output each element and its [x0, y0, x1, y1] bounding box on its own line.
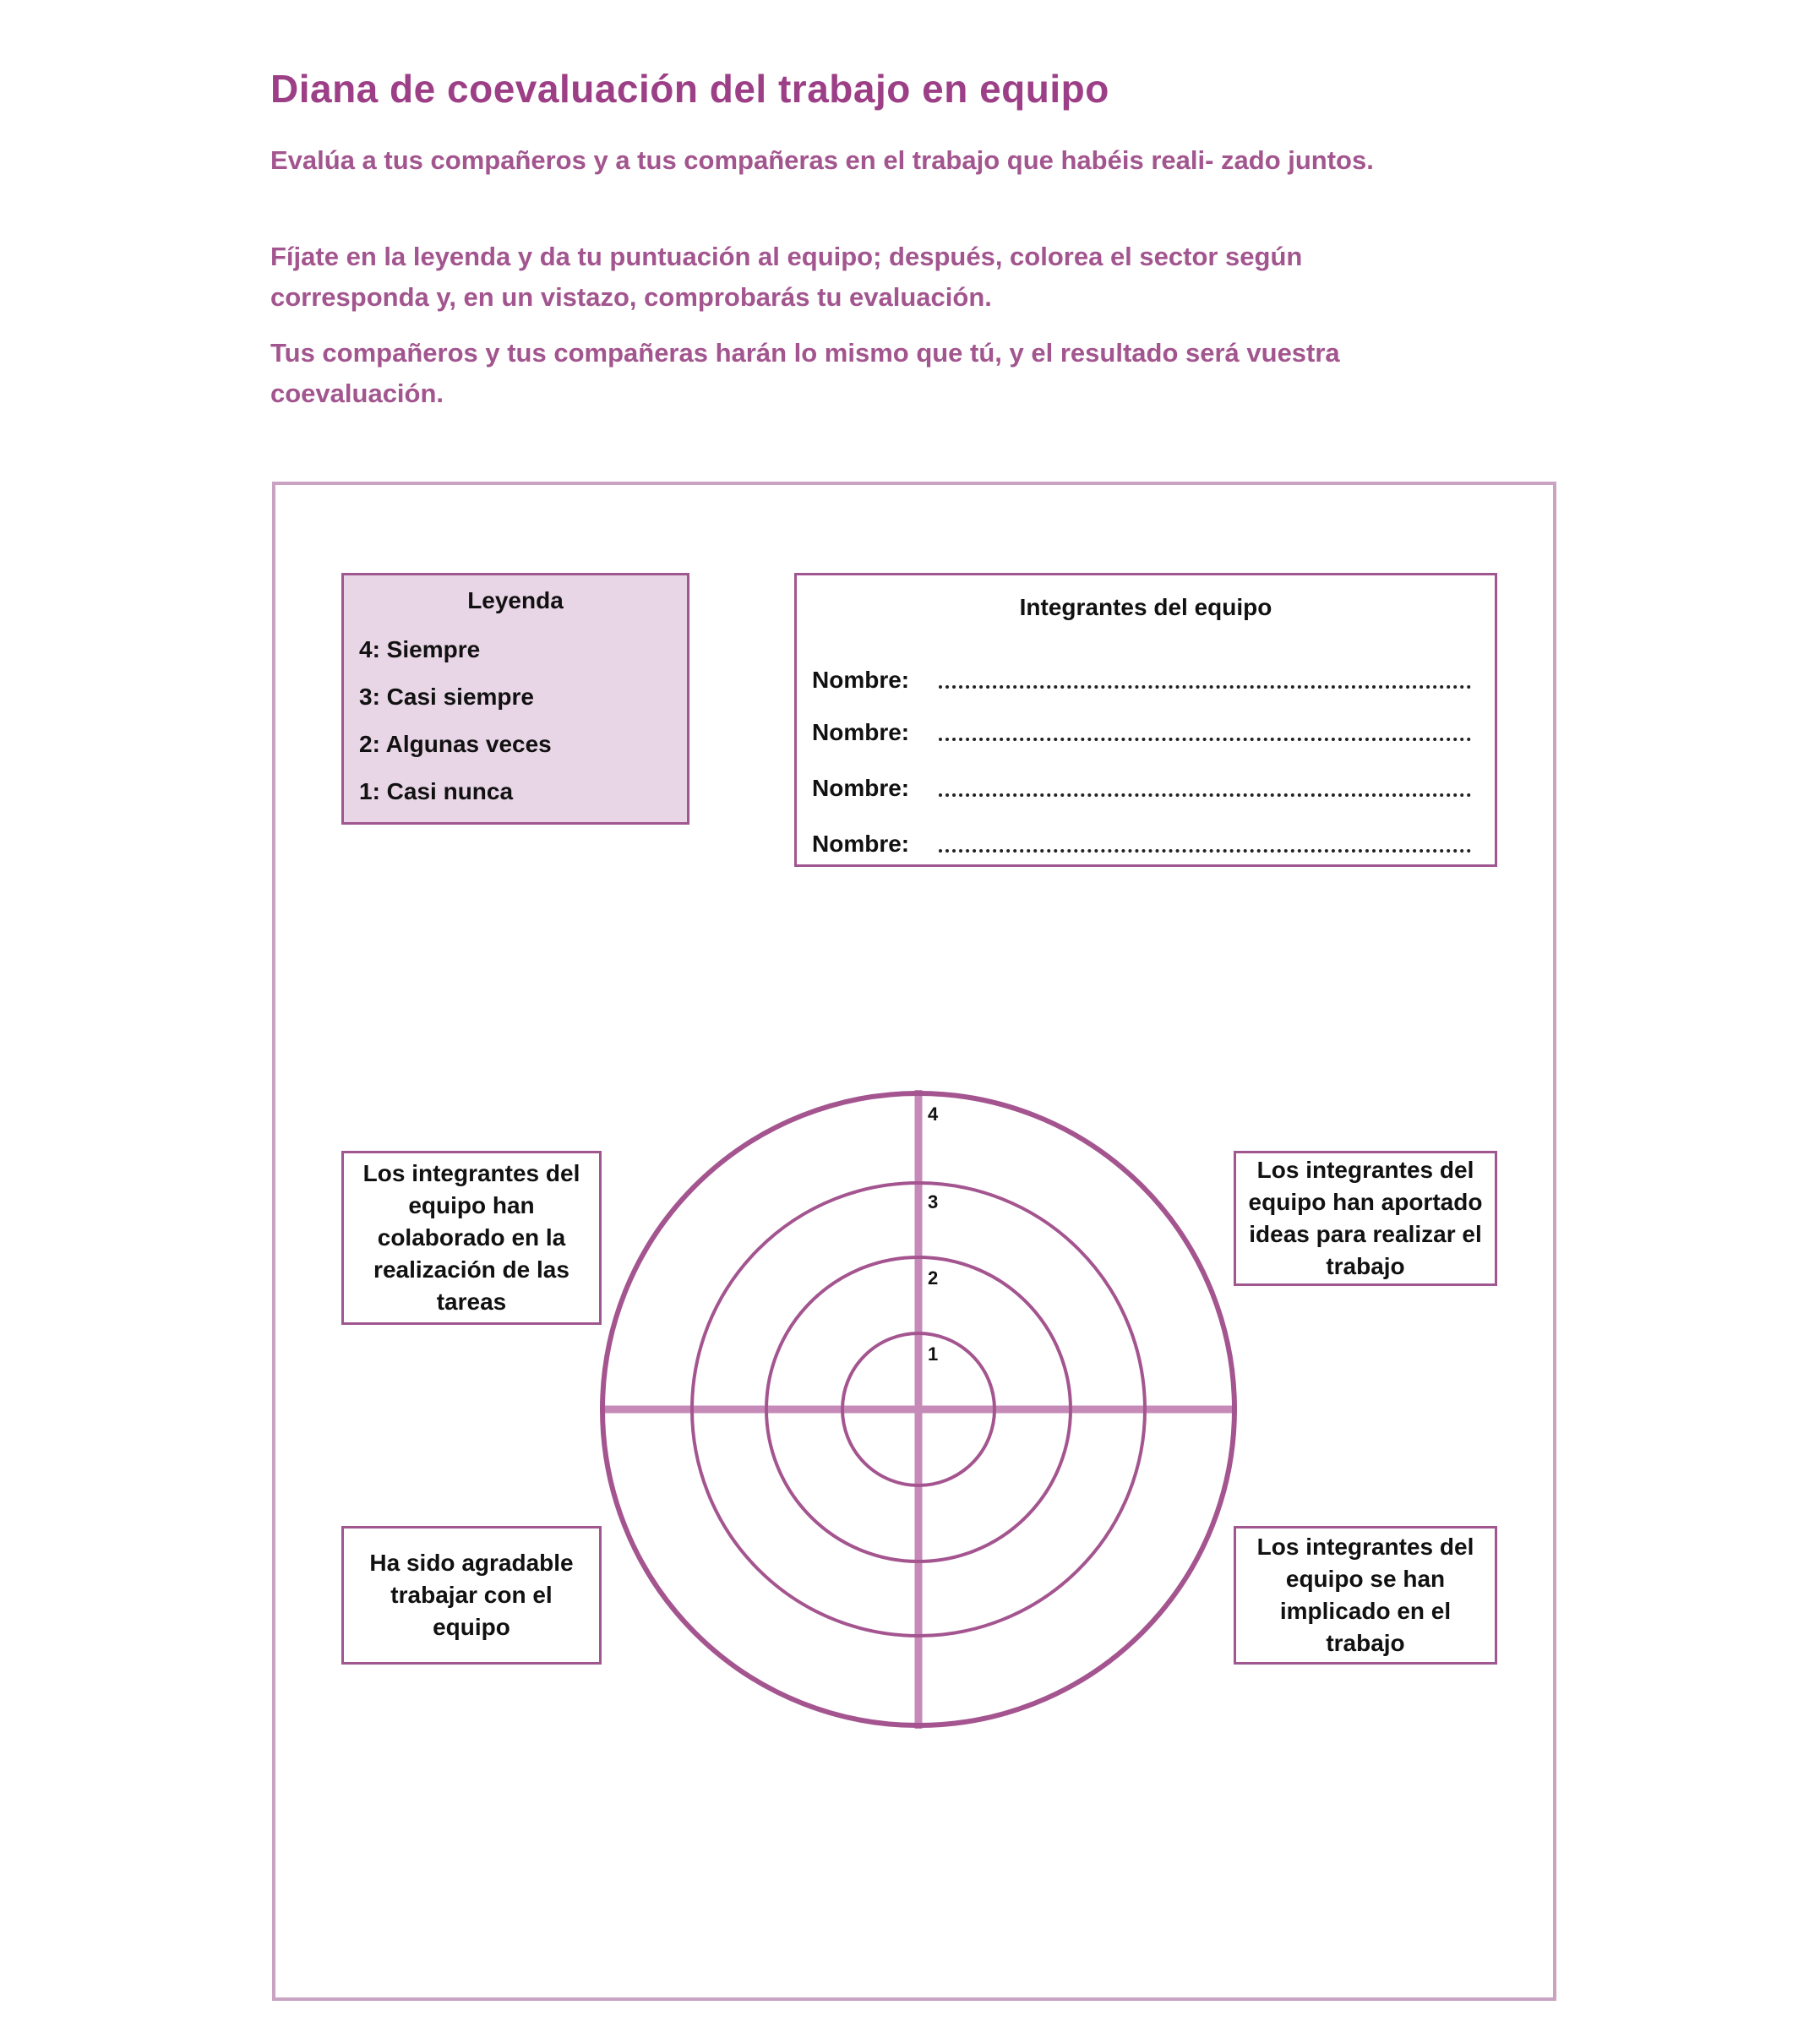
criterion-pleasant-text: Ha sido agradable trabajar con el equipo: [369, 1550, 574, 1640]
criterion-ideas-text: Los integrantes del equipo han aportado ideas para realizar el trabajo: [1248, 1157, 1483, 1279]
scale-label-2: 2: [928, 1267, 939, 1289]
intro-paragraph-1: Evalúa a tus compañeros y a tus compañeras en el trabajo que habéis reali- zado juntos.: [270, 145, 1374, 175]
team-members-title: Integrantes del equipo: [1019, 594, 1272, 620]
criterion-involvement: [1234, 1526, 1497, 1665]
criterion-ideas: [1234, 1151, 1497, 1286]
criterion-involvement-text: Los integrantes del equipo se han implicado en el trabajo: [1256, 1534, 1474, 1656]
intro-paragraph-2: Fíjate en la leyenda y da tu puntuación al equipo; después, colorea el sector según corresponda y, en un vistazo, comprobarás tu evaluación.: [270, 242, 1303, 312]
criterion-collaboration-text: Los integrantes del equipo han colaborado en la realización de las tareas: [362, 1160, 580, 1315]
member-label: Nombre:: [812, 775, 910, 801]
member-label: Nombre:: [812, 719, 910, 745]
legend-item-2: 2: Algunas veces: [359, 731, 552, 757]
legend-item-1: 1: Casi nunca: [359, 778, 514, 804]
criterion-pleasant: [341, 1526, 602, 1665]
legend-item-4: 4: Siempre: [359, 636, 481, 662]
legend-title: Leyenda: [467, 587, 564, 613]
scale-label-1: 1: [928, 1343, 939, 1365]
scale-label-4: 4: [928, 1103, 939, 1125]
page-title: Diana de coevaluación del trabajo en equipo: [270, 67, 1109, 111]
criterion-collaboration: [341, 1151, 602, 1325]
member-label: Nombre:: [812, 831, 910, 857]
scale-label-3: 3: [928, 1191, 939, 1212]
member-label: Nombre:: [812, 667, 910, 693]
legend-item-3: 3: Casi siempre: [359, 684, 534, 710]
intro-paragraph-3: Tus compañeros y tus compañeras harán lo mismo que tú, y el resultado será vuestra coevaluación.: [270, 338, 1340, 408]
